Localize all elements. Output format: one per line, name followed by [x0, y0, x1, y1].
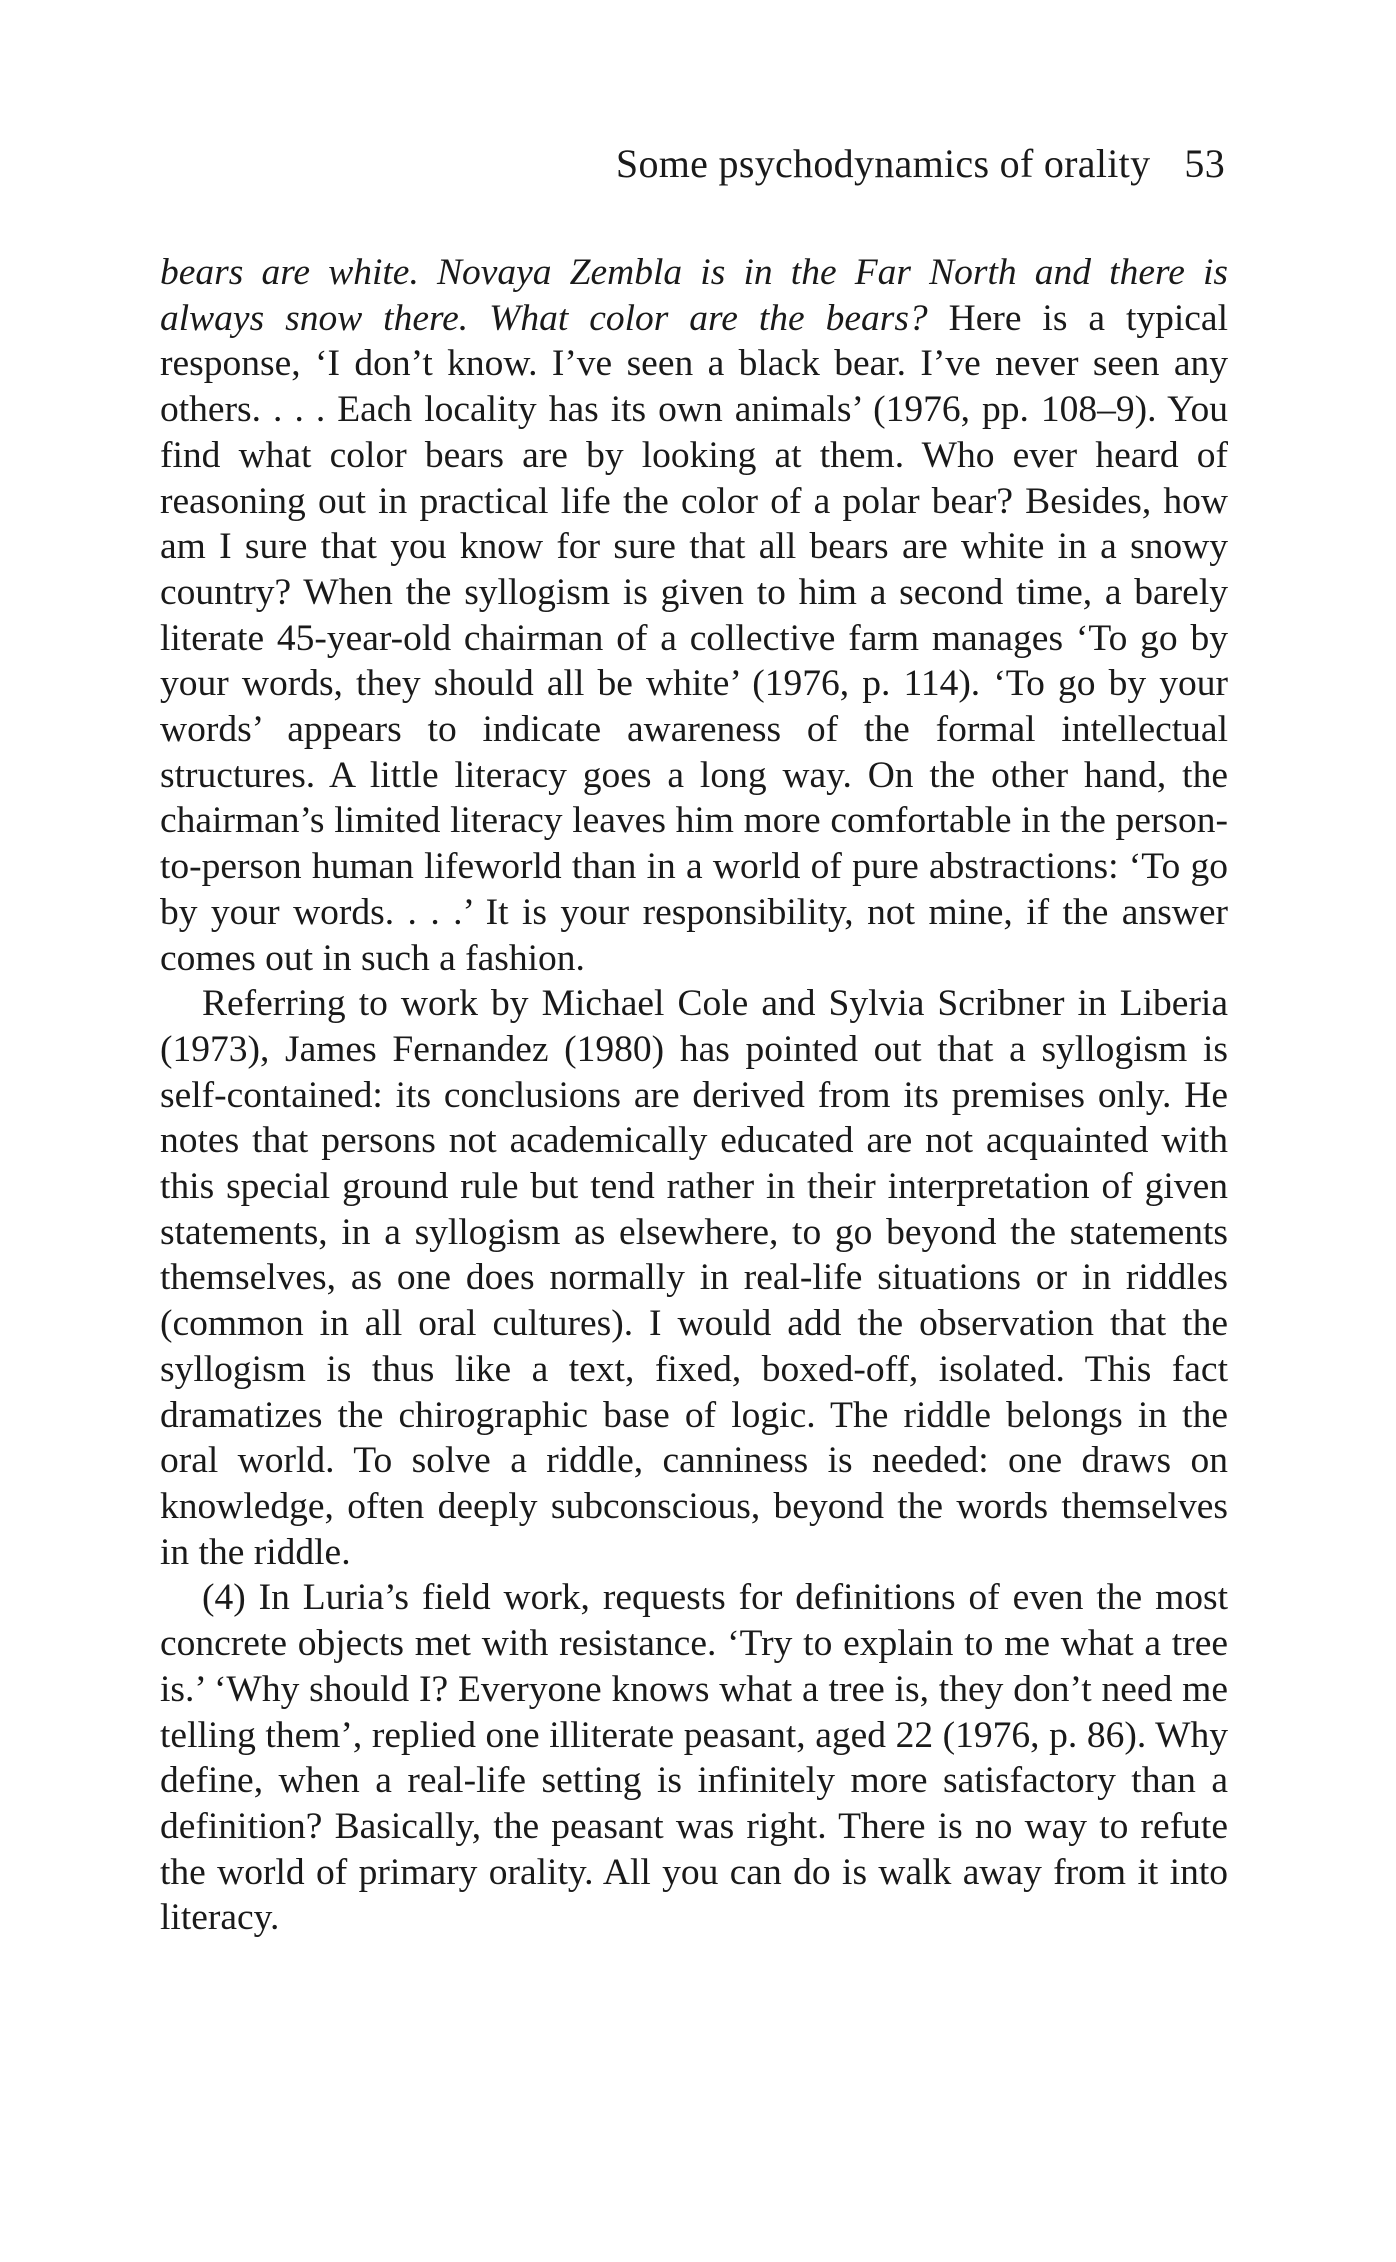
paragraph-1-text: Here is a typical response, ‘I don’t know. I’ve seen a black bear. I’ve never seen any others. . . . Each locality has its own animals’ (1976, pp. 108–9). You find what color bears are by looking at them. Who ever heard of reasoning out in practical life the color of a polar bear? Besides, how am I sure that you know for sure that all bears are white in a snowy country? When the syllogism is given to him a second time, a barely literate 45-year-old chairman of a collective farm manages ‘To go by your words, they should all be white’ (1976, p. 114). ‘To go by your words’ appears to indicate awareness of the formal intellectual structures. A little literacy goes a long way. On the other hand, the chairman’s limited literacy leaves him more comfortable in the person-to-person human lifeworld than in a world of pure abstractions: ‘To go by your words. . . .’ It is your responsibility, not mine, if the answer comes out in such a fashion. — [160, 297, 1228, 979]
paragraph-3: (4) In Luria’s field work, requests for definitions of even the most concrete objects met with resistance. ‘Try to explain to me what a tree is.’ ‘Why should I? Everyone knows what a tree is, they don’t need me telling them’, replied one illiterate peasant, aged 22 (1976, p. 86). Why define, when a real-life setting is infinitely more satisfactory than a definition? Basically, the peasant was right. There is no way to refute the world of primary orality. All you can do is walk away from it into literacy. — [160, 1577, 1228, 1939]
running-header — [490, 140, 1225, 187]
body-text — [160, 250, 1228, 1941]
italic-syllogism: bears are white. Novaya Zembla is in the Far North and there is always snow there. What color are the bears? — [160, 252, 1228, 339]
running-title: Some psychodynamics of orality — [615, 141, 1151, 186]
paragraph-1 — [160, 250, 1228, 981]
page-number: 53 — [1184, 141, 1225, 186]
paragraph-2: Referring to work by Michael Cole and Sylvia Scribner in Liberia (1973), James Fernandez (1980) has pointed out that a syllogism is self-contained: its conclusions are derived from its premises only. He notes that persons not academically educated are not acquainted with this special ground rule but tend rather in their interpretation of given statements, in a syllogism as elsewhere, to go beyond the statements themselves, as one does normally in real-life situations or in riddles (common in all oral cultures). I would add the observation that the syllogism is thus like a text, fixed, boxed-off, isolated. This fact dramatizes the chirographic base of logic. The riddle belongs in the oral world. To solve a riddle, canniness is needed: one draws on knowledge, often deeply subconscious, beyond the words themselves in the riddle. — [160, 983, 1228, 1573]
